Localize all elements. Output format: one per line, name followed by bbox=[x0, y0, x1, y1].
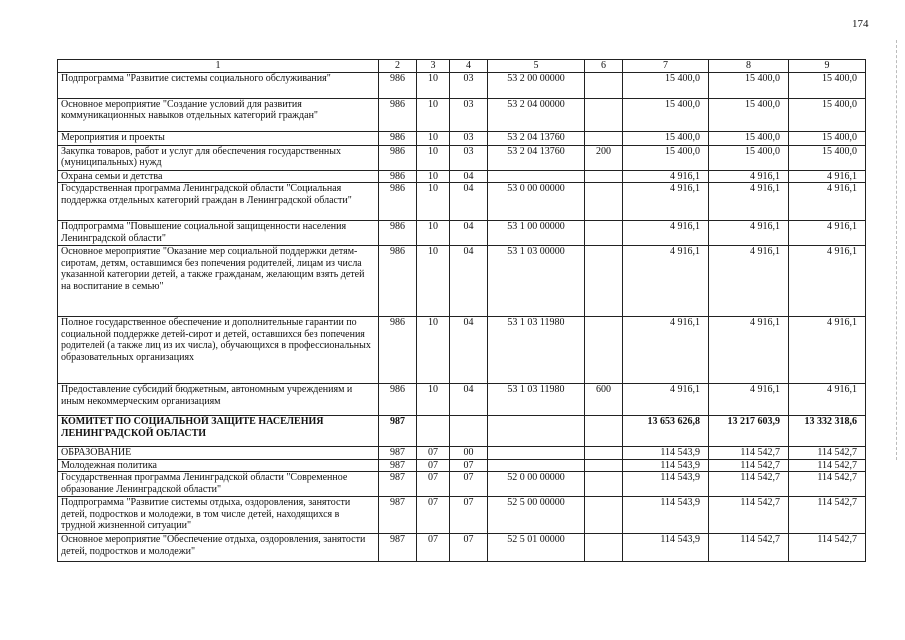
target-article: 53 0 00 00000 bbox=[488, 183, 585, 221]
amount-col8: 4 916,1 bbox=[709, 317, 789, 384]
target-article: 53 2 04 13760 bbox=[488, 145, 585, 170]
amount-col9: 4 916,1 bbox=[789, 384, 866, 416]
expense-type bbox=[585, 459, 623, 472]
expense-type bbox=[585, 170, 623, 183]
amount-col8: 13 217 603,9 bbox=[709, 416, 789, 447]
amount-col7: 4 916,1 bbox=[623, 221, 709, 246]
ministry-code: 987 bbox=[379, 447, 417, 460]
row-name: Мероприятия и проекты bbox=[58, 131, 379, 145]
subsection-code: 04 bbox=[450, 170, 488, 183]
table-row bbox=[58, 183, 866, 221]
header-cell: 5 bbox=[488, 60, 585, 73]
row-name: Государственная программа Ленинградской области "Современное образование Ленинградской области" bbox=[58, 472, 379, 497]
ministry-code: 986 bbox=[379, 72, 417, 98]
target-article: 52 5 00 00000 bbox=[488, 497, 585, 534]
amount-col8: 15 400,0 bbox=[709, 145, 789, 170]
amount-col7: 4 916,1 bbox=[623, 170, 709, 183]
scan-edge-marks bbox=[896, 40, 901, 460]
target-article: 53 1 03 00000 bbox=[488, 246, 585, 317]
header-cell: 9 bbox=[789, 60, 866, 73]
ministry-code: 986 bbox=[379, 384, 417, 416]
amount-col9: 4 916,1 bbox=[789, 183, 866, 221]
table-row bbox=[58, 170, 866, 183]
subsection-code: 07 bbox=[450, 459, 488, 472]
expense-type bbox=[585, 246, 623, 317]
expense-type bbox=[585, 497, 623, 534]
target-article bbox=[488, 416, 585, 447]
row-name: Основное мероприятие "Создание условий для развития коммуникационных навыков отдельных категорий граждан" bbox=[58, 98, 379, 131]
target-article: 53 2 00 00000 bbox=[488, 72, 585, 98]
section-code: 10 bbox=[417, 72, 450, 98]
amount-col7: 114 543,9 bbox=[623, 447, 709, 460]
subsection-code: 04 bbox=[450, 183, 488, 221]
row-name: Закупка товаров, работ и услуг для обеспечения государственных (муниципальных) нужд bbox=[58, 145, 379, 170]
amount-col7: 114 543,9 bbox=[623, 472, 709, 497]
section-code: 10 bbox=[417, 246, 450, 317]
section-code bbox=[417, 416, 450, 447]
ministry-code: 986 bbox=[379, 246, 417, 317]
table-row bbox=[58, 534, 866, 562]
amount-col9: 15 400,0 bbox=[789, 72, 866, 98]
amount-col9: 4 916,1 bbox=[789, 246, 866, 317]
table-row bbox=[58, 246, 866, 317]
expense-type: 200 bbox=[585, 145, 623, 170]
target-article: 52 5 01 00000 bbox=[488, 534, 585, 562]
amount-col8: 4 916,1 bbox=[709, 183, 789, 221]
header-cell: 1 bbox=[58, 60, 379, 73]
table-row bbox=[58, 459, 866, 472]
target-article bbox=[488, 170, 585, 183]
section-code: 10 bbox=[417, 131, 450, 145]
ministry-code: 986 bbox=[379, 170, 417, 183]
header-cell: 6 bbox=[585, 60, 623, 73]
section-code: 07 bbox=[417, 497, 450, 534]
amount-col9: 15 400,0 bbox=[789, 145, 866, 170]
table-row bbox=[58, 497, 866, 534]
expense-type bbox=[585, 534, 623, 562]
amount-col9: 114 542,7 bbox=[789, 534, 866, 562]
section-code: 10 bbox=[417, 221, 450, 246]
section-code: 10 bbox=[417, 317, 450, 384]
table-row bbox=[58, 472, 866, 497]
target-article bbox=[488, 459, 585, 472]
row-name: Подпрограмма "Развитие системы отдыха, оздоровления, занятости детей, подростков и молодежи, в том числе детей, находящихся в трудной жизненной ситуации" bbox=[58, 497, 379, 534]
target-article: 53 2 04 00000 bbox=[488, 98, 585, 131]
expense-type bbox=[585, 416, 623, 447]
row-name: Основное мероприятие "Обеспечение отдыха, оздоровления, занятости детей, подростков и молодежи" bbox=[58, 534, 379, 562]
subsection-code: 03 bbox=[450, 131, 488, 145]
ministry-code: 987 bbox=[379, 459, 417, 472]
amount-col8: 114 542,7 bbox=[709, 534, 789, 562]
row-name: Полное государственное обеспечение и дополнительные гарантии по социальной поддержке детей-сирот и детей, оставшихся без попечения родителей (а также лиц из их числа), обучающихся в профессиональных образовательных организациях bbox=[58, 317, 379, 384]
header-cell: 7 bbox=[623, 60, 709, 73]
expense-type bbox=[585, 98, 623, 131]
amount-col7: 15 400,0 bbox=[623, 131, 709, 145]
ministry-code: 987 bbox=[379, 534, 417, 562]
row-name: Предоставление субсидий бюджетным, автономным учреждениям и иным некоммерческим организациям bbox=[58, 384, 379, 416]
table-row bbox=[58, 72, 866, 98]
section-code: 10 bbox=[417, 145, 450, 170]
section-code: 10 bbox=[417, 170, 450, 183]
ministry-code: 986 bbox=[379, 183, 417, 221]
amount-col9: 15 400,0 bbox=[789, 98, 866, 131]
ministry-code: 986 bbox=[379, 98, 417, 131]
amount-col8: 114 542,7 bbox=[709, 497, 789, 534]
amount-col8: 114 542,7 bbox=[709, 459, 789, 472]
expense-type bbox=[585, 72, 623, 98]
amount-col7: 15 400,0 bbox=[623, 145, 709, 170]
amount-col9: 4 916,1 bbox=[789, 170, 866, 183]
target-article: 52 0 00 00000 bbox=[488, 472, 585, 497]
row-name: Основное мероприятие "Оказание мер социальной поддержки детям-сиротам, детям, оставшимся без попечения родителей, лицам из числа указанной категории детей, а также гражданам, желающим взять детей на воспитание в семью" bbox=[58, 246, 379, 317]
target-article: 53 2 04 13760 bbox=[488, 131, 585, 145]
ministry-code: 986 bbox=[379, 131, 417, 145]
amount-col8: 4 916,1 bbox=[709, 221, 789, 246]
amount-col9: 4 916,1 bbox=[789, 317, 866, 384]
subsection-code: 04 bbox=[450, 221, 488, 246]
ministry-code: 987 bbox=[379, 472, 417, 497]
ministry-code: 986 bbox=[379, 221, 417, 246]
amount-col8: 114 542,7 bbox=[709, 447, 789, 460]
table-row bbox=[58, 317, 866, 384]
amount-col8: 4 916,1 bbox=[709, 384, 789, 416]
row-name: Молодежная политика bbox=[58, 459, 379, 472]
subsection-code: 04 bbox=[450, 317, 488, 384]
amount-col7: 15 400,0 bbox=[623, 72, 709, 98]
ministry-code: 986 bbox=[379, 145, 417, 170]
subsection-code: 00 bbox=[450, 447, 488, 460]
amount-col9: 13 332 318,6 bbox=[789, 416, 866, 447]
amount-col7: 114 543,9 bbox=[623, 534, 709, 562]
page-number: 174 bbox=[852, 18, 869, 30]
amount-col9: 114 542,7 bbox=[789, 472, 866, 497]
subsection-code bbox=[450, 416, 488, 447]
amount-col7: 15 400,0 bbox=[623, 98, 709, 131]
amount-col7: 114 543,9 bbox=[623, 459, 709, 472]
amount-col8: 15 400,0 bbox=[709, 98, 789, 131]
table-row bbox=[58, 98, 866, 131]
row-name: Подпрограмма "Повышение социальной защищенности населения Ленинградской области" bbox=[58, 221, 379, 246]
target-article bbox=[488, 447, 585, 460]
amount-col8: 15 400,0 bbox=[709, 131, 789, 145]
ministry-code: 987 bbox=[379, 497, 417, 534]
target-article: 53 1 03 11980 bbox=[488, 384, 585, 416]
subsection-code: 03 bbox=[450, 72, 488, 98]
table-row bbox=[58, 221, 866, 246]
amount-col7: 4 916,1 bbox=[623, 384, 709, 416]
section-code: 07 bbox=[417, 447, 450, 460]
target-article: 53 1 03 11980 bbox=[488, 317, 585, 384]
ministry-code: 987 bbox=[379, 416, 417, 447]
section-code: 07 bbox=[417, 459, 450, 472]
table-row bbox=[58, 447, 866, 460]
section-code: 07 bbox=[417, 472, 450, 497]
expense-type bbox=[585, 183, 623, 221]
expense-type bbox=[585, 447, 623, 460]
amount-col9: 114 542,7 bbox=[789, 447, 866, 460]
row-name: Государственная программа Ленинградской области "Социальная поддержка отдельных категорий граждан в Ленинградской области" bbox=[58, 183, 379, 221]
section-code: 10 bbox=[417, 384, 450, 416]
row-name: Охрана семьи и детства bbox=[58, 170, 379, 183]
amount-col7: 13 653 626,8 bbox=[623, 416, 709, 447]
table-row bbox=[58, 416, 866, 447]
header-cell: 8 bbox=[709, 60, 789, 73]
header-row bbox=[58, 60, 866, 73]
header-cell: 2 bbox=[379, 60, 417, 73]
section-code: 10 bbox=[417, 183, 450, 221]
expense-type: 600 bbox=[585, 384, 623, 416]
section-code: 10 bbox=[417, 98, 450, 131]
table-row bbox=[58, 131, 866, 145]
amount-col8: 4 916,1 bbox=[709, 170, 789, 183]
subsection-code: 07 bbox=[450, 534, 488, 562]
subsection-code: 04 bbox=[450, 384, 488, 416]
subsection-code: 04 bbox=[450, 246, 488, 317]
subsection-code: 07 bbox=[450, 497, 488, 534]
row-name: КОМИТЕТ ПО СОЦИАЛЬНОЙ ЗАЩИТЕ НАСЕЛЕНИЯ ЛЕНИНГРАДСКОЙ ОБЛАСТИ bbox=[58, 416, 379, 447]
amount-col8: 4 916,1 bbox=[709, 246, 789, 317]
amount-col7: 114 543,9 bbox=[623, 497, 709, 534]
amount-col9: 15 400,0 bbox=[789, 131, 866, 145]
amount-col8: 114 542,7 bbox=[709, 472, 789, 497]
amount-col9: 114 542,7 bbox=[789, 497, 866, 534]
row-name: ОБРАЗОВАНИЕ bbox=[58, 447, 379, 460]
header-cell: 4 bbox=[450, 60, 488, 73]
expense-type bbox=[585, 317, 623, 384]
target-article: 53 1 00 00000 bbox=[488, 221, 585, 246]
amount-col8: 15 400,0 bbox=[709, 72, 789, 98]
expense-type bbox=[585, 221, 623, 246]
amount-col7: 4 916,1 bbox=[623, 246, 709, 317]
amount-col9: 4 916,1 bbox=[789, 221, 866, 246]
amount-col9: 114 542,7 bbox=[789, 459, 866, 472]
table-row bbox=[58, 145, 866, 170]
table-row bbox=[58, 384, 866, 416]
subsection-code: 03 bbox=[450, 98, 488, 131]
section-code: 07 bbox=[417, 534, 450, 562]
subsection-code: 07 bbox=[450, 472, 488, 497]
amount-col7: 4 916,1 bbox=[623, 183, 709, 221]
expense-type bbox=[585, 472, 623, 497]
expense-type bbox=[585, 131, 623, 145]
subsection-code: 03 bbox=[450, 145, 488, 170]
ministry-code: 986 bbox=[379, 317, 417, 384]
row-name: Подпрограмма "Развитие системы социального обслуживания" bbox=[58, 72, 379, 98]
header-cell: 3 bbox=[417, 60, 450, 73]
budget-table bbox=[57, 59, 866, 562]
amount-col7: 4 916,1 bbox=[623, 317, 709, 384]
